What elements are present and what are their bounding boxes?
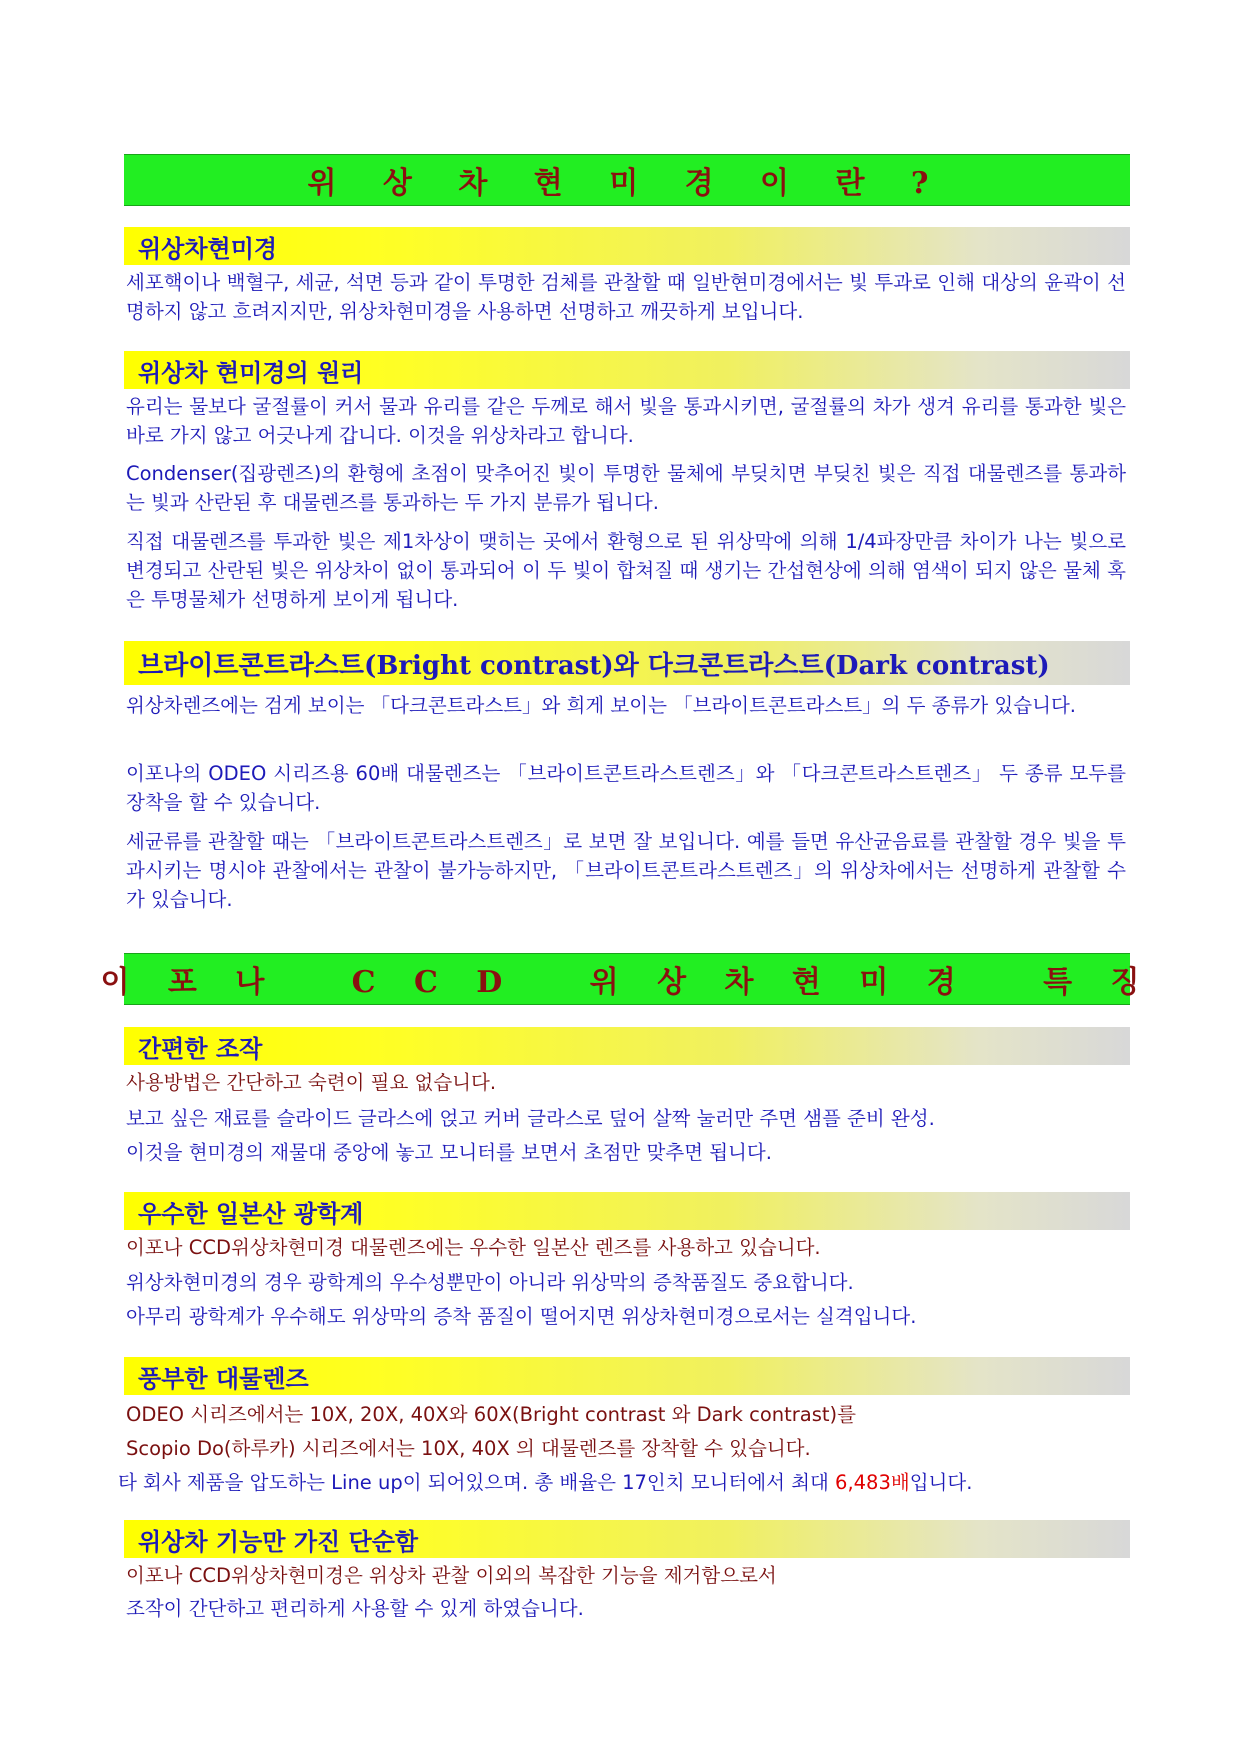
- paragraph-lenses-2: Scopio Do(하루카) 시리즈에서는 10X, 40X 의 대물렌즈를 장착할 수 있습니다.: [126, 1437, 811, 1460]
- paragraph-contrast-3: 세균류를 관찰할 때는 「브라이트콘트라스트렌즈」로 보면 잘 보입니다. 예를 들면 유산균음료를 관찰할 경우 빛을 투과시키는 명시야 관찰에서는 관찰이 불가능하지만, 「브라이트콘트라스트렌즈」의 위상차에서는 선명하게 관찰할 수가 있습니다.: [126, 830, 1126, 911]
- paragraph-simplicity-2: 조작이 간단하고 편리하게 사용할 수 있게 하였습니다.: [126, 1597, 584, 1620]
- paragraph-intro: 세포핵이나 백혈구, 세균, 석면 등과 같이 투명한 검체를 관찰할 때 일반현미경에서는 빛 투과로 인해 대상의 윤곽이 선명하지 않고 흐려지지만, 위상차현미경을 사용하면 선명하고 깨끗하게 보입니다.: [126, 271, 1126, 323]
- paragraph-optics-3: 아무리 광학계가 우수해도 위상막의 증착 품질이 떨어지면 위상차현미경으로서는 실격입니다.: [126, 1305, 917, 1328]
- paragraph-contrast-2: 이포나의 ODEO 시리즈용 60배 대물렌즈는 「브라이트콘트라스트렌즈」와 「다크콘트라스트렌즈」 두 종류 모두를 장착을 할 수 있습니다.: [126, 762, 1126, 814]
- section2-title: 이 포 나 C C D 위 상 차 현 미 경 특 징: [100, 965, 1154, 1000]
- paragraph-principle-2: Condenser(집광렌즈)의 환형에 초점이 맞추어진 빛이 투명한 물체에 부딪치면 부딪친 빛은 직접 대물렌즈를 통과하는 빛과 산란된 후 대물렌즈를 통과하는 두 가지 분류가 됩니다.: [126, 462, 1126, 514]
- paragraph-contrast-1: 위상차렌즈에는 검게 보이는 「다크콘트라스트」와 희게 보이는 「브라이트콘트라스트」의 두 종류가 있습니다.: [126, 694, 1076, 717]
- paragraph-easy-1: 사용방법은 간단하고 숙련이 필요 없습니다.: [126, 1071, 497, 1094]
- heading-principle: 위상차 현미경의 원리: [124, 351, 1130, 389]
- section1-title: 위 상 차 현 미 경 이 란 ?: [307, 166, 947, 201]
- paragraph-lineup: 타 회사 제품을 압도하는 Line up이 되어있으며. 총 배율은 17인치 모니터에서 최대 6,483배입니다.: [118, 1471, 973, 1494]
- heading-phase-contrast-microscope: 위상차현미경: [124, 227, 1130, 265]
- paragraph-lenses-1: ODEO 시리즈에서는 10X, 20X, 40X와 60X(Bright contrast 와 Dark contrast)를: [126, 1403, 856, 1426]
- paragraph-easy-3: 이것을 현미경의 재물대 중앙에 놓고 모니터를 보면서 초점만 맞추면 됩니다.: [126, 1141, 772, 1164]
- paragraph-principle-3: 직접 대물렌즈를 투과한 빛은 제1차상이 맺히는 곳에서 환형으로 된 위상막에 의해 1/4파장만큼 차이가 나는 빛으로 변경되고 산란된 빛은 위상차이 없이 통과되어 이 두 빛이 합쳐질 때 생기는 간섭현상에 의해 염색이 되지 않은 물체 혹은 투명물체가 선명하게 보이게 됩니다.: [126, 530, 1126, 611]
- section1-title-banner: [124, 154, 1130, 206]
- max-magnification: 6,483배: [835, 1471, 910, 1494]
- paragraph-optics-2: 위상차현미경의 경우 광학계의 우수성뿐만이 아니라 위상막의 증착품질도 중요합니다.: [126, 1271, 854, 1294]
- heading-japanese-optics: 우수한 일본산 광학계: [124, 1192, 1130, 1230]
- paragraph-optics-1: 이포나 CCD위상차현미경 대물렌즈에는 우수한 일본산 렌즈를 사용하고 있습니다.: [126, 1236, 821, 1259]
- heading-easy-operation: 간편한 조작: [124, 1027, 1130, 1065]
- paragraph-easy-2: 보고 싶은 재료를 슬라이드 글라스에 얹고 커버 글라스로 덮어 살짝 눌러만 주면 샘플 준비 완성.: [126, 1107, 935, 1130]
- paragraph-principle-1: 유리는 물보다 굴절률이 커서 물과 유리를 같은 두께로 해서 빛을 통과시키면, 굴절률의 차가 생겨 유리를 통과한 빛은 바로 가지 않고 어긋나게 갑니다. 이것을 위상차라고 합니다.: [126, 395, 1126, 447]
- paragraph-simplicity-1: 이포나 CCD위상차현미경은 위상차 관찰 이외의 복잡한 기능을 제거함으로서: [126, 1564, 777, 1587]
- heading-simplicity: 위상차 기능만 가진 단순함: [124, 1520, 1130, 1558]
- heading-bright-dark-contrast: 브라이트콘트라스트(Bright contrast)와 다크콘트라스트(Dark contrast): [124, 641, 1130, 685]
- heading-objective-lenses: 풍부한 대물렌즈: [124, 1357, 1130, 1395]
- section2-title-banner: [100, 953, 1154, 1005]
